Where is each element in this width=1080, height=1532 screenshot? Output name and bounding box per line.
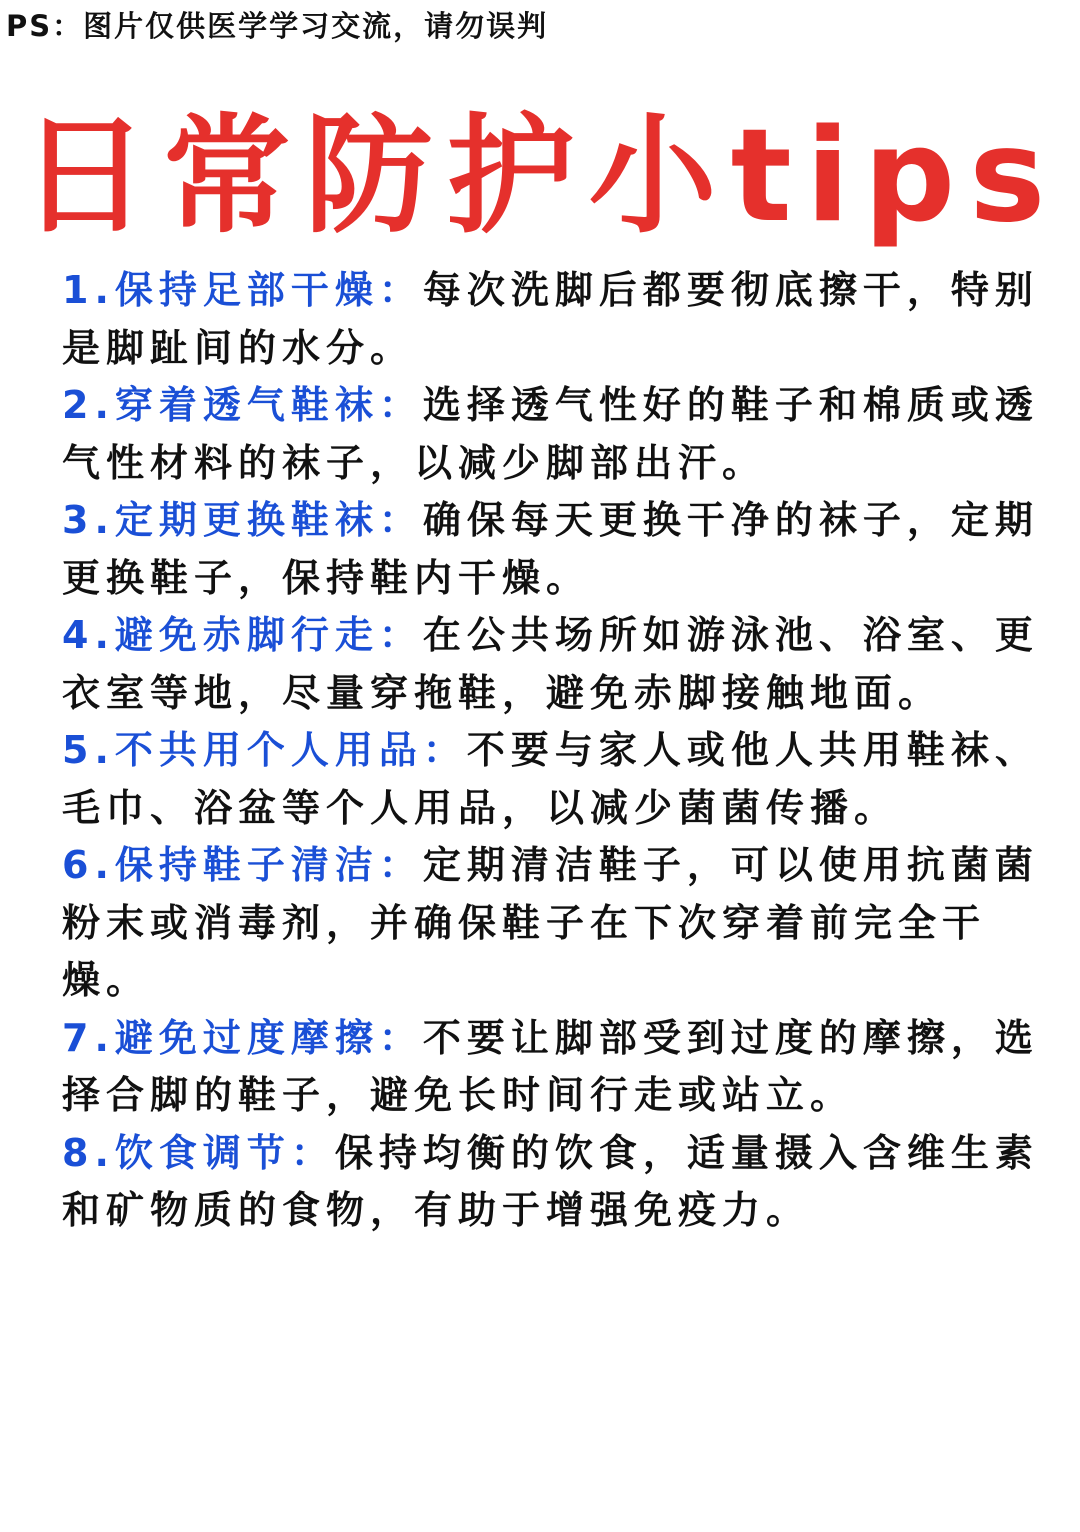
tip-number: 2. bbox=[62, 383, 115, 427]
tip-number: 1. bbox=[62, 268, 115, 312]
tip-heading: 不共用个人用品： bbox=[114, 728, 467, 772]
tip-body: 不要与家人或他人共用鞋袜、毛巾、浴盆等个人用品，以减少菌菌传播。 bbox=[62, 728, 1039, 830]
tip-heading: 避免赤脚行走： bbox=[114, 613, 423, 657]
tip-item-2 bbox=[62, 377, 1052, 492]
tip-heading: 保持足部干燥： bbox=[114, 268, 423, 312]
tip-body: 不要让脚部受到过度的摩擦，选择合脚的鞋子，避免长时间行走或站立。 bbox=[62, 1015, 1039, 1117]
tip-heading: 保持鞋子清洁： bbox=[114, 843, 423, 887]
disclaimer-text: PS：图片仅供医学学习交流，请勿误判 bbox=[6, 9, 549, 43]
tip-item-5 bbox=[62, 722, 1052, 837]
tip-item-8 bbox=[62, 1125, 1052, 1240]
tip-item-1 bbox=[62, 262, 1052, 377]
tip-item-7 bbox=[62, 1010, 1052, 1125]
tip-body: 确保每天更换干净的袜子，定期更换鞋子，保持鞋内干燥。 bbox=[62, 498, 1039, 600]
tip-body: 选择透气性好的鞋子和棉质或透气性材料的袜子，以减少脚部出汗。 bbox=[62, 383, 1039, 485]
tip-body: 每次洗脚后都要彻底擦干，特别是脚趾间的水分。 bbox=[62, 268, 1039, 370]
tips-list bbox=[62, 262, 1052, 1240]
tip-body: 保持均衡的饮食，适量摄入含维生素和矿物质的食物，有助于增强免疫力。 bbox=[62, 1130, 1039, 1232]
tip-item-6 bbox=[62, 837, 1052, 1010]
tip-heading: 饮食调节： bbox=[114, 1130, 335, 1175]
tip-number: 7. bbox=[62, 1015, 115, 1060]
tip-number: 4. bbox=[62, 613, 115, 657]
tip-item-3 bbox=[62, 492, 1052, 607]
tip-item-4 bbox=[62, 607, 1052, 722]
tip-number: 3. bbox=[62, 498, 115, 542]
tip-number: 8. bbox=[62, 1130, 115, 1175]
tip-body: 在公共场所如游泳池、浴室、更衣室等地，尽量穿拖鞋，避免赤脚接触地面。 bbox=[62, 613, 1039, 715]
page-title: 日常防护小tips bbox=[20, 102, 1060, 251]
tip-body: 定期清洁鞋子，可以使用抗菌菌粉末或消毒剂，并确保鞋子在下次穿着前完全干燥。 bbox=[62, 843, 1039, 1002]
tip-number: 5. bbox=[62, 728, 115, 772]
tip-heading: 定期更换鞋袜： bbox=[114, 498, 423, 542]
tip-number: 6. bbox=[62, 843, 115, 887]
tip-heading: 避免过度摩擦： bbox=[114, 1015, 423, 1060]
tip-heading: 穿着透气鞋袜： bbox=[114, 383, 423, 427]
